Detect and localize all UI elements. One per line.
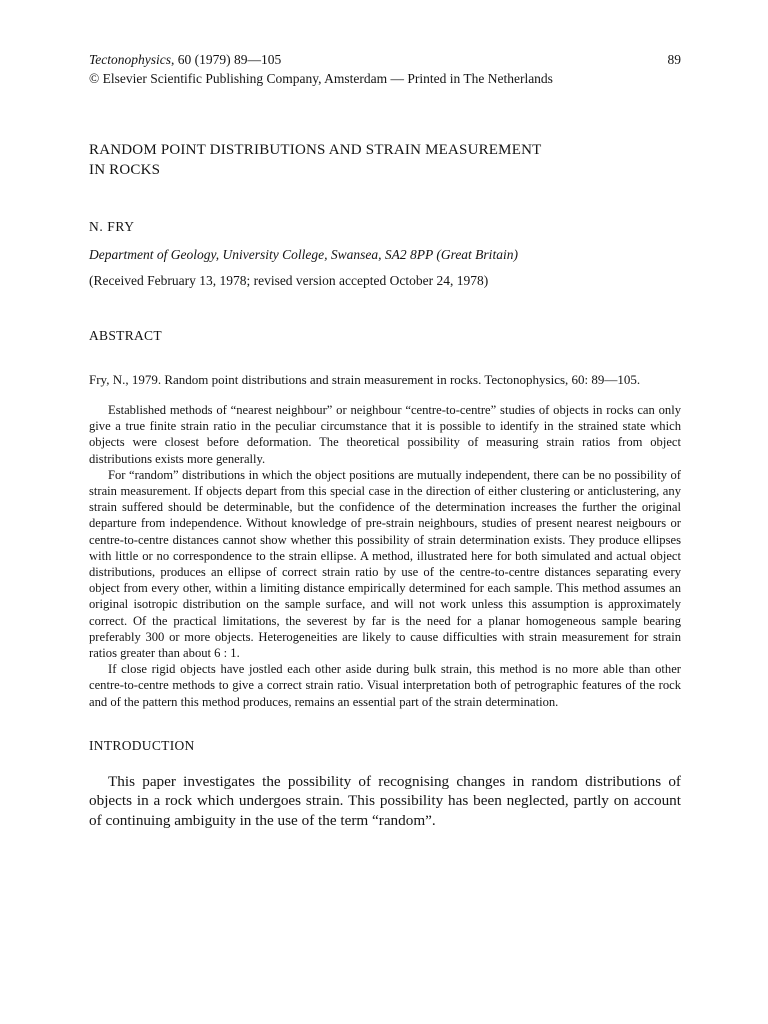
abstract-paragraph-1: Established methods of “nearest neighbour” or neighbour “centre-to-centre” studies of objects in rocks can only give a true finite strain ratio in the peculiar circumstance that it is possible to identify in the strained state which objects were closest before deformation. The theoretical possibility of measuring strain ratios from object distributions exists more generally. — [89, 403, 681, 466]
abstract-paragraph-2: For “random” distributions in which the object positions are mutually independent, there can be no possibility of strain measurement. If objects depart from this special case in the direction of either clustering or anticlustering, any strain suffered should be determinable, but the confidence of the determination increases the further the original departure from independence. Without knowledge of pre-strain neighbours, studies of present nearest neigbours or centre-to-centre distances cannot show whether this possibility of strain determination exists. They produce ellipses with little or no correspondence to the strain ellipse. A method, illustrated here for both simulated and actual object distributions, produces an ellipse of correct strain ratio by use of the centre-to-centre distances separating every object from every other, within a limiting distance empirically determined for each sample. This method assumes an original isotropic distribution on the sample surface, and will not work unless this assumption is approximately correct. Of the practical limitations, the severest by far is the need for a planar homogeneous sample bearing preferably 300 or more objects. Heterogeneities are likely to cause difficulties with strain measurement for strain ratios greater than about 6 : 1. — [89, 467, 681, 661]
article-title-line-1: RANDOM POINT DISTRIBUTIONS AND STRAIN MEASUREMENT — [89, 142, 542, 158]
abstract-heading: ABSTRACT — [89, 328, 162, 343]
introduction-heading: INTRODUCTION — [89, 737, 195, 753]
abstract-paragraph-3: If close rigid objects have jostled each other aside during bulk strain, this method is no more able than other centre-to-centre methods to give a correct strain ratio. Visual interpretation both of petrographic features of the rock and of the pattern this method produces, remains an essential part of the strain determination. — [89, 662, 681, 709]
received-dates: (Received February 13, 1978; revised version accepted October 24, 1978) — [89, 273, 489, 288]
author-affiliation: Department of Geology, University College, Swansea, SA2 8PP (Great Britain) — [89, 247, 518, 262]
journal-volume-pages: , 60 (1979) 89—105 — [171, 52, 282, 67]
page-number: 89 — [667, 52, 681, 67]
journal-name: Tectonophysics — [89, 52, 171, 67]
article-title — [89, 140, 681, 180]
article-title-line-2: IN ROCKS — [89, 162, 161, 178]
copyright-notice: © Elsevier Scientific Publishing Company, Amsterdam — Printed in The Netherlands — [89, 71, 553, 86]
author-name: N. FRY — [89, 219, 135, 234]
journal-header — [89, 50, 681, 69]
abstract-body — [89, 402, 681, 710]
article-page — [89, 50, 681, 830]
introduction-paragraph: This paper investigates the possibility of recognising changes in random distributions of objects in a rock which undergoes strain. This possibility has been neglected, partly on account of continuing ambiguity in the use of the term “random”. — [89, 772, 681, 829]
abstract-citation: Fry, N., 1979. Random point distributions and strain measurement in rocks. Tectonophysics, 60: 89—105. — [89, 372, 641, 387]
